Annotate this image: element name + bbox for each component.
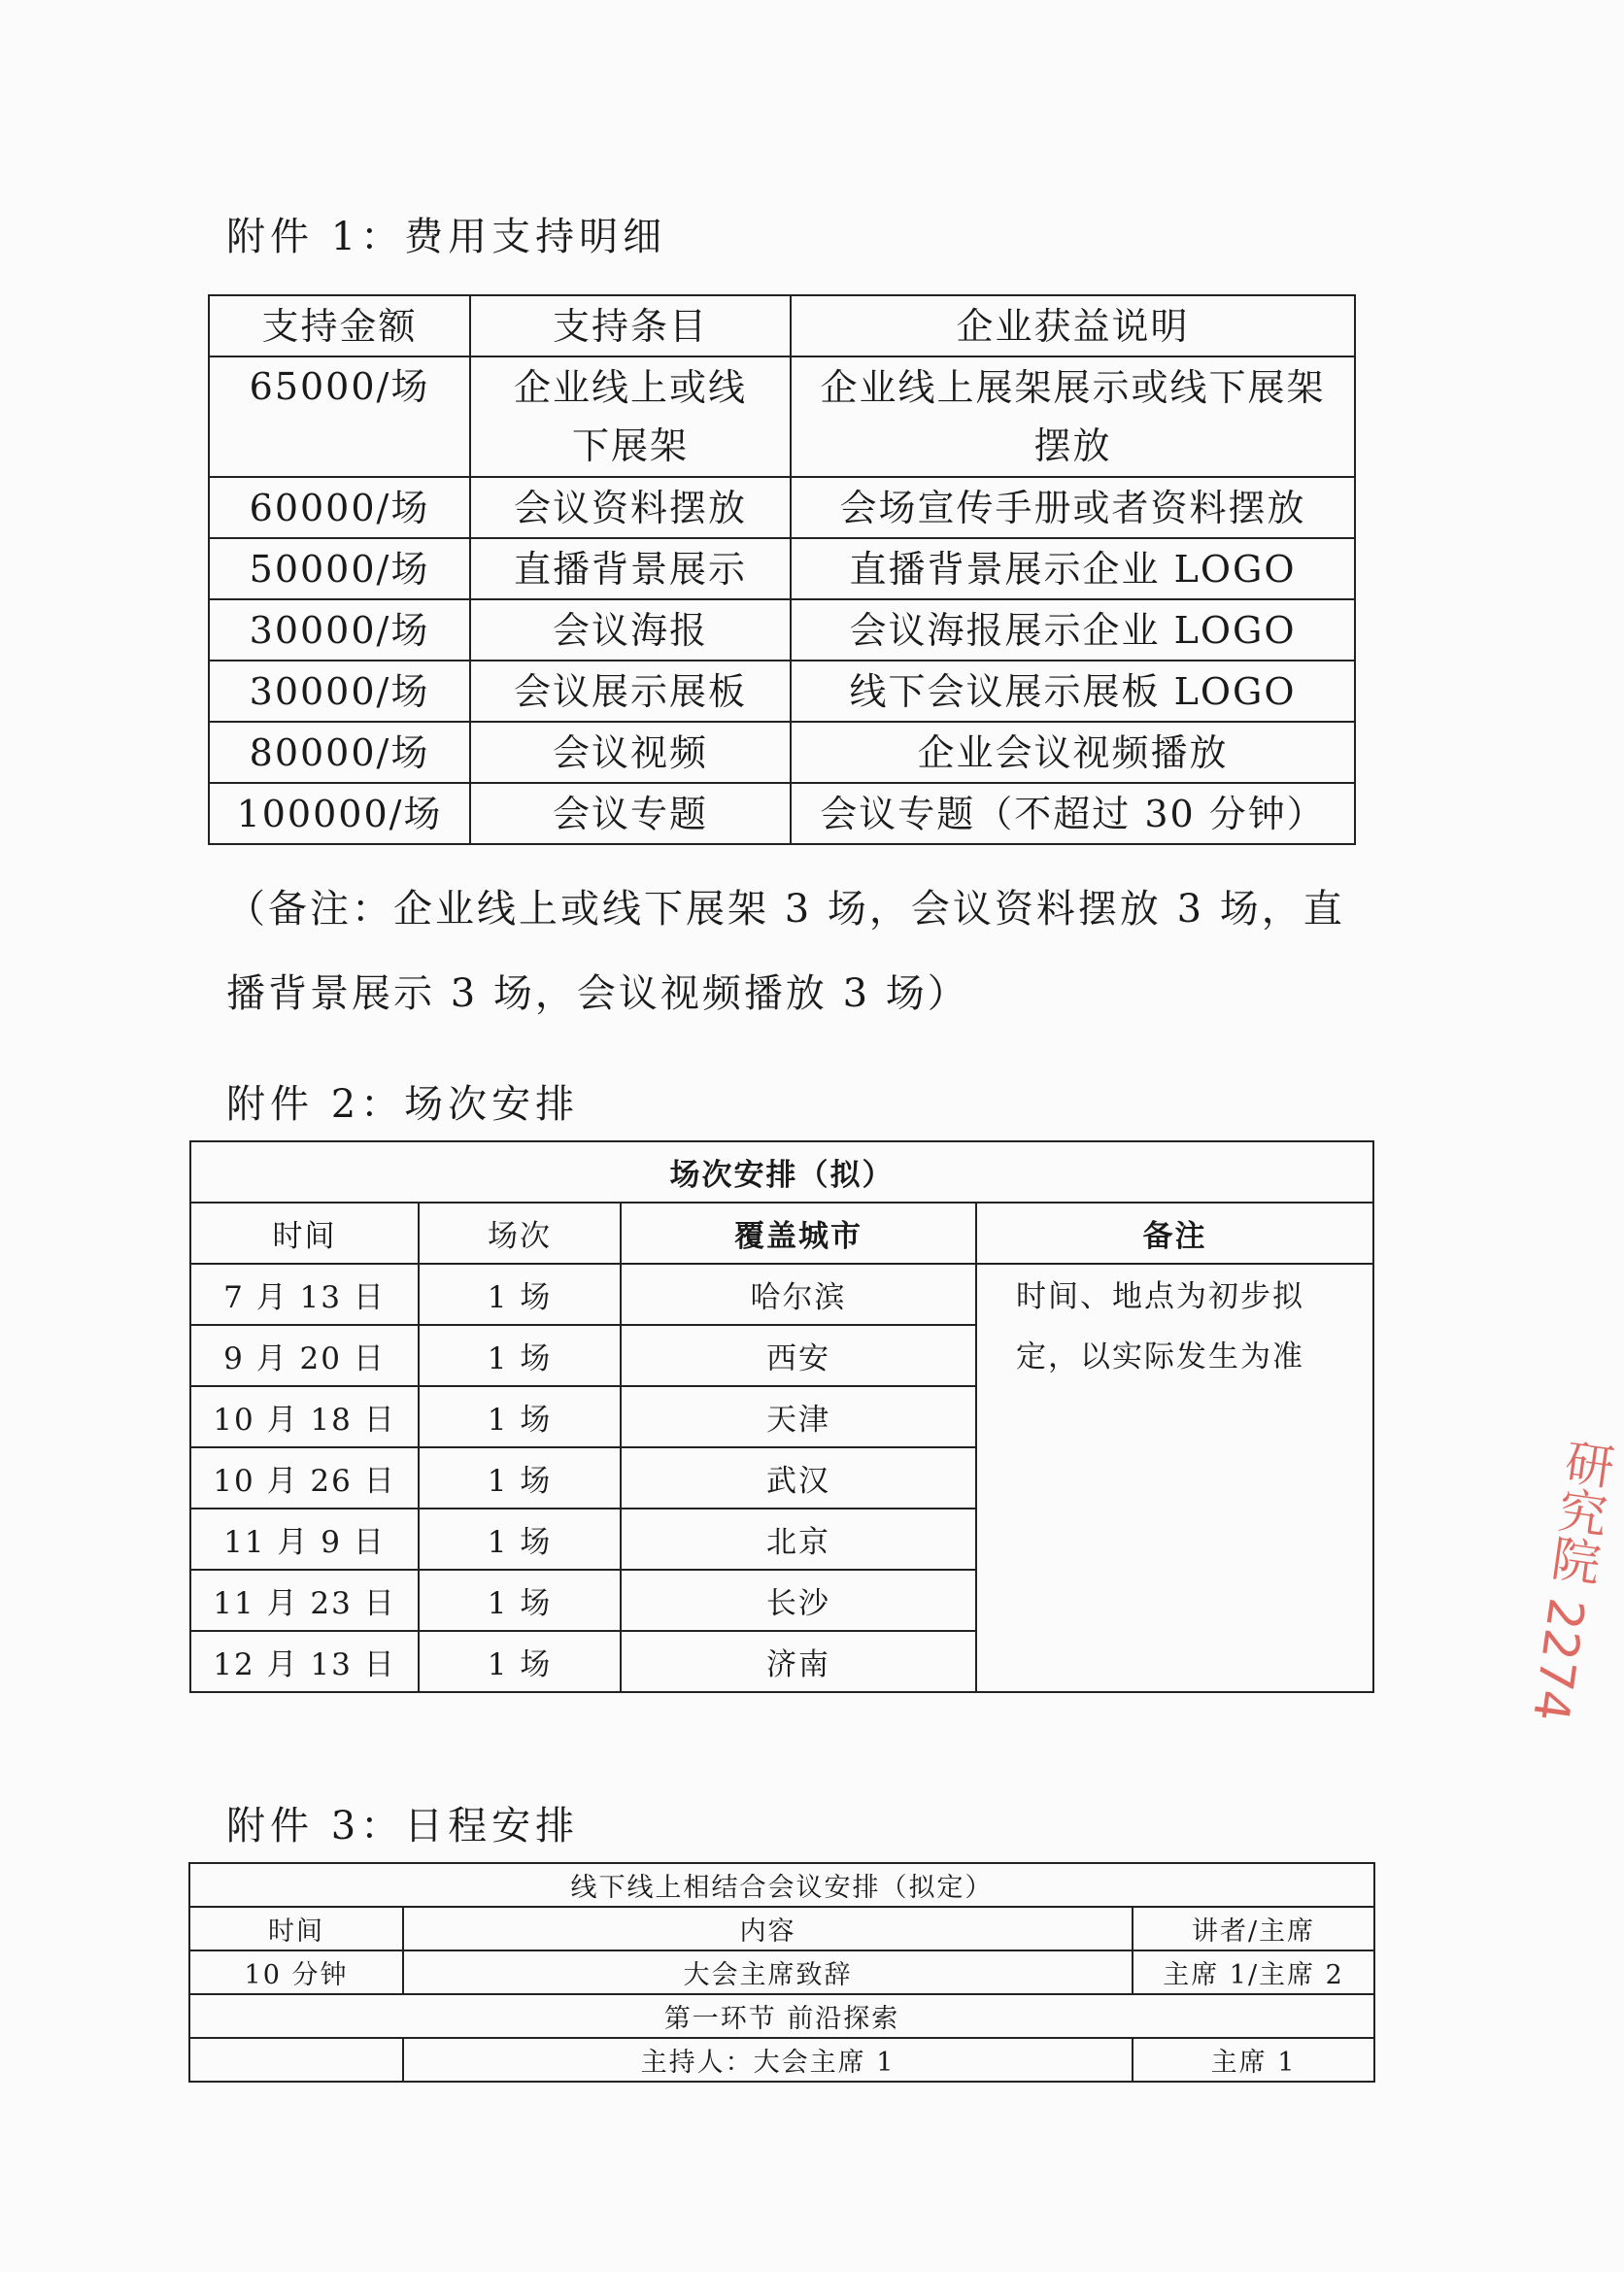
session-cell: 1 场 — [419, 1264, 621, 1325]
content-cell: 主持人：大会主席 1 — [403, 2038, 1133, 2082]
table-row — [209, 538, 1355, 599]
remark-cell: 时间、地点为初步拟定，以实际发生为准 — [976, 1264, 1373, 1692]
benefit-cell: 企业线上展架展示或线下展架摆放 — [791, 356, 1355, 477]
attachment-3-heading: 附件 3：日程安排 — [226, 1804, 580, 1848]
time-cell: 10 月 26 日 — [190, 1447, 419, 1509]
table-row — [189, 2038, 1374, 2082]
attachment-1-heading: 附件 1：费用支持明细 — [226, 215, 667, 259]
table-title: 线下线上相结合会议安排（拟定） — [189, 1863, 1374, 1907]
speaker-cell: 主席 1 — [1133, 2038, 1374, 2082]
header-benefit: 企业获益说明 — [791, 295, 1355, 356]
session-cell: 1 场 — [419, 1386, 621, 1447]
header-time: 时间 — [190, 1203, 419, 1264]
amount-cell: 30000/场 — [209, 599, 470, 661]
benefit-cell: 会议专题（不超过 30 分钟） — [791, 783, 1355, 844]
item-cell: 会议海报 — [470, 599, 791, 661]
item-cell: 直播背景展示 — [470, 538, 791, 599]
table-row — [209, 599, 1355, 661]
section-row — [189, 1994, 1374, 2038]
time-cell: 12 月 13 日 — [190, 1631, 419, 1692]
city-cell: 武汉 — [621, 1447, 976, 1509]
table-header-row — [190, 1203, 1373, 1264]
item-cell: 会议视频 — [470, 722, 791, 783]
speaker-cell: 主席 1/主席 2 — [1133, 1950, 1374, 1994]
table-row — [209, 722, 1355, 783]
red-seal-stamp — [1521, 1435, 1618, 1758]
header-amount: 支持金额 — [209, 295, 470, 356]
city-cell: 哈尔滨 — [621, 1264, 976, 1325]
session-cell: 1 场 — [419, 1325, 621, 1386]
header-content: 内容 — [403, 1907, 1133, 1950]
table-header-row — [209, 295, 1355, 356]
time-cell: 11 月 23 日 — [190, 1570, 419, 1631]
table-row — [209, 356, 1355, 477]
item-cell: 会议专题 — [470, 783, 791, 844]
table-row — [209, 477, 1355, 538]
table-title-row — [189, 1863, 1374, 1907]
content-cell: 大会主席致辞 — [403, 1950, 1133, 1994]
fee-support-table — [208, 294, 1356, 845]
amount-cell: 100000/场 — [209, 783, 470, 844]
item-cell: 会议资料摆放 — [470, 477, 791, 538]
table-row — [190, 1264, 1373, 1325]
session-cell: 1 场 — [419, 1509, 621, 1570]
table-row — [209, 783, 1355, 844]
session-cell: 1 场 — [419, 1447, 621, 1509]
header-time: 时间 — [189, 1907, 403, 1950]
attachment-2-heading: 附件 2：场次安排 — [226, 1082, 580, 1127]
amount-cell: 30000/场 — [209, 661, 470, 722]
city-cell: 天津 — [621, 1386, 976, 1447]
table-title-row — [190, 1141, 1373, 1203]
amount-cell: 80000/场 — [209, 722, 470, 783]
benefit-cell: 企业会议视频播放 — [791, 722, 1355, 783]
benefit-cell: 直播背景展示企业 LOGO — [791, 538, 1355, 599]
amount-cell: 50000/场 — [209, 538, 470, 599]
amount-cell: 60000/场 — [209, 477, 470, 538]
header-session: 场次 — [419, 1203, 621, 1264]
benefit-cell: 会场宣传手册或者资料摆放 — [791, 477, 1355, 538]
session-cell: 1 场 — [419, 1631, 621, 1692]
section-title: 第一环节 前沿探索 — [189, 1994, 1374, 2038]
session-cell: 1 场 — [419, 1570, 621, 1631]
time-cell — [189, 2038, 403, 2082]
benefit-cell: 会议海报展示企业 LOGO — [791, 599, 1355, 661]
city-cell: 济南 — [621, 1631, 976, 1692]
table-row — [209, 661, 1355, 722]
item-cell: 企业线上或线下展架 — [470, 356, 791, 477]
header-remark: 备注 — [976, 1203, 1373, 1264]
city-cell: 北京 — [621, 1509, 976, 1570]
agenda-table — [188, 1862, 1375, 2083]
session-schedule-table — [189, 1140, 1374, 1693]
city-cell: 长沙 — [621, 1570, 976, 1631]
benefit-cell: 线下会议展示展板 LOGO — [791, 661, 1355, 722]
time-cell: 10 分钟 — [189, 1950, 403, 1994]
header-city: 覆盖城市 — [621, 1203, 976, 1264]
time-cell: 7 月 13 日 — [190, 1264, 419, 1325]
stamp-text: 研究院 2274 — [1521, 1435, 1618, 1725]
time-cell: 11 月 9 日 — [190, 1509, 419, 1570]
time-cell: 10 月 18 日 — [190, 1386, 419, 1447]
item-cell: 会议展示展板 — [470, 661, 791, 722]
header-item: 支持条目 — [470, 295, 791, 356]
city-cell: 西安 — [621, 1325, 976, 1386]
fee-note: （备注：企业线上或线下展架 3 场，会议资料摆放 3 场，直播背景展示 3 场，会议视频播放 3 场） — [226, 887, 1345, 1016]
header-speaker: 讲者/主席 — [1133, 1907, 1374, 1950]
table-title: 场次安排（拟） — [190, 1141, 1373, 1203]
table-header-row — [189, 1907, 1374, 1950]
amount-cell: 65000/场 — [209, 356, 470, 477]
time-cell: 9 月 20 日 — [190, 1325, 419, 1386]
table-row — [189, 1950, 1374, 1994]
